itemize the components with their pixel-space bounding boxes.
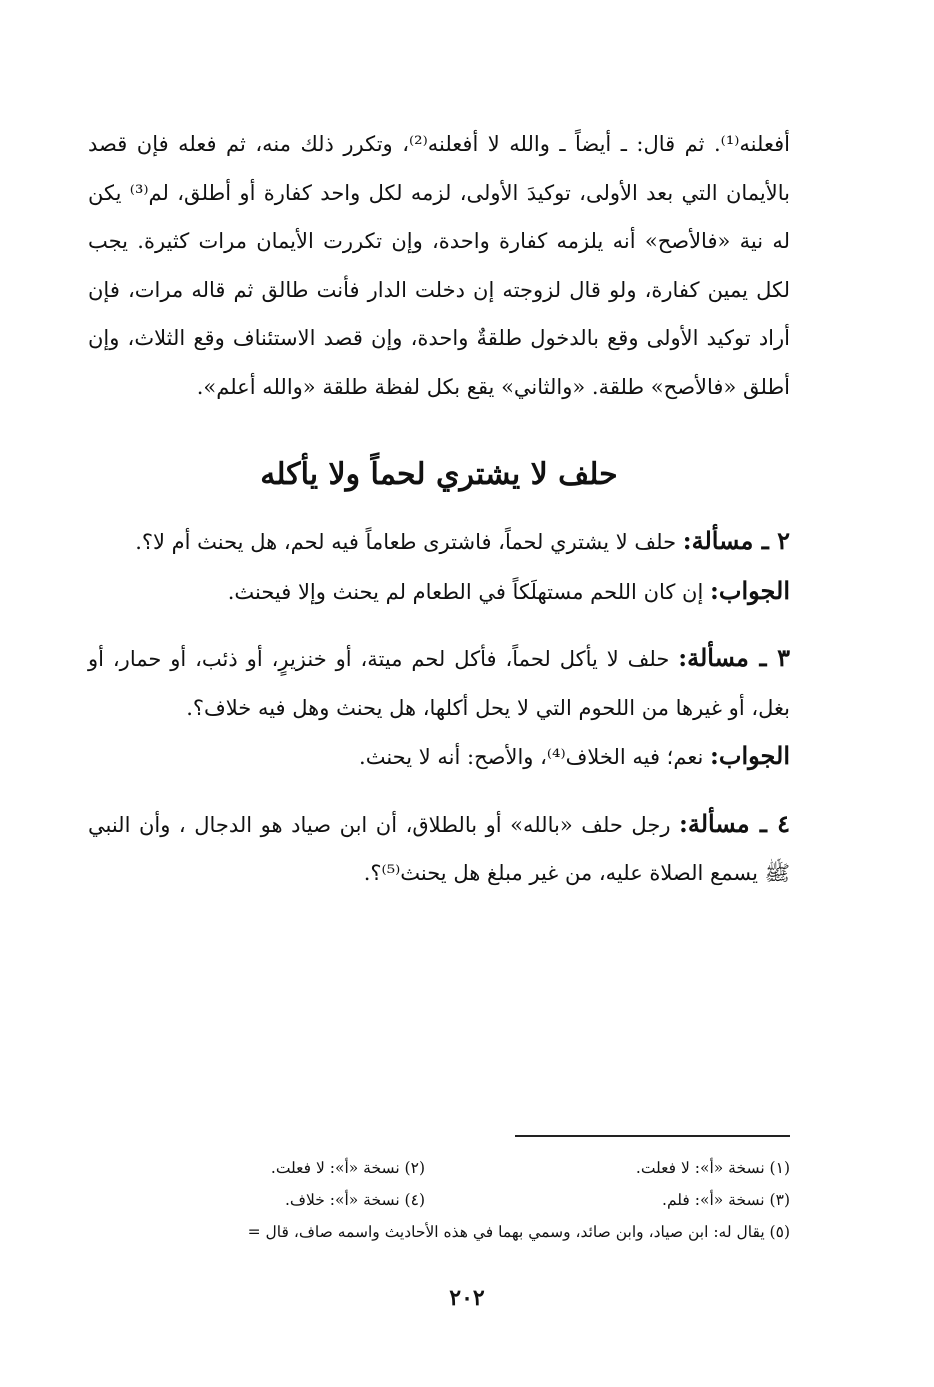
footnote-row	[60, 1216, 790, 1248]
answer-3	[88, 732, 790, 782]
footnote-5: (٥) يقال له: ابن صياد، وابن صائد، وسمي بهما في هذه الأحاديث واسمه صاف، قال =	[247, 1223, 790, 1241]
page-number: ٢٠٢	[449, 1285, 485, 1311]
answer-text: إن كان اللحم مستهلَكاً في الطعام لم يحنث وإلا فيحنث.	[227, 579, 710, 604]
question-2	[88, 517, 790, 567]
question-label: ٣ ـ مسألة:	[678, 643, 791, 672]
question-text: رجل حلف «بالله» أو بالطلاق، أن ابن صياد هو الدجال ، وأن النبي ﷺ يسمع الصلاة عليه، من غير مبلغ هل يحنث⁽⁵⁾؟.	[88, 812, 790, 885]
answer-2	[88, 567, 790, 617]
footnote-3: (٣) نسخة «أ»: فلم.	[662, 1191, 790, 1209]
footnote-1: (١) نسخة «أ»: لا فعلت.	[635, 1159, 790, 1177]
footnote-divider	[515, 1135, 790, 1137]
footnote-row	[60, 1152, 790, 1184]
intro-paragraph: أفعلنه⁽¹⁾. ثم قال: ـ أيضاً ـ والله لا أفعلنه⁽²⁾، وتكرر ذلك منه، ثم فعله فإن قصد بالأيمان التي بعد الأولى، توكيدَ الأولى، لزمه لكل واحد كفارة أو أطلق، لم⁽³⁾ يكن له نية «فالأصح» أنه يلزمه كفارة واحدة، وإن تكررت الأيمان مرات كثيرة. يجب لكل يمين كفارة، ولو قال لزوجته إن دخلت الدار فأنت طالق ثم قاله مرات، فإن أراد توكيد الأولى وقع بالدخول طلقةٌ واحدة، وإن قصد الاستئناف وقع الثلاث، وإن أطلق «فالأصح» طلقة. «والثاني» يقع بكل لفظة طلقة «والله أعلم».	[88, 132, 790, 399]
footnote-4: (٤) نسخة «أ»: خلاف.	[285, 1191, 425, 1209]
page-body	[88, 120, 790, 916]
question-3	[88, 634, 790, 732]
question-label: ٢ ـ مسألة:	[682, 526, 790, 555]
question-text: حلف لا يأكل لحماً، فأكل لحم ميتة، أو خنزيرٍ، أو ذئب، أو حمار، أو بغل، أو غيرها من اللحوم التي لا يحل أكلها، هل يحنث وهل فيه خلاف؟.	[88, 647, 790, 720]
answer-label: الجواب:	[710, 575, 790, 605]
question-4	[88, 800, 790, 898]
answer-label: الجواب:	[710, 741, 790, 770]
footnote-row	[60, 1184, 790, 1216]
masala-4	[88, 800, 790, 898]
footnote-2: (٢) نسخة «أ»: لا فعلت.	[270, 1159, 425, 1177]
footnotes	[60, 1152, 790, 1248]
masala-3	[88, 634, 790, 782]
question-label: ٤ ـ مسألة:	[679, 808, 791, 838]
section-heading: حلف لا يشتري لحماً ولا يأكله	[260, 457, 618, 492]
masala-2	[88, 517, 790, 616]
answer-text: نعم؛ فيه الخلاف⁽⁴⁾، والأصح: أنه لا يحنث.	[359, 745, 710, 769]
question-text: حلف لا يشتري لحماً، فاشترى طعاماً فيه لحم، هل يحنث أم لا؟.	[135, 530, 683, 554]
